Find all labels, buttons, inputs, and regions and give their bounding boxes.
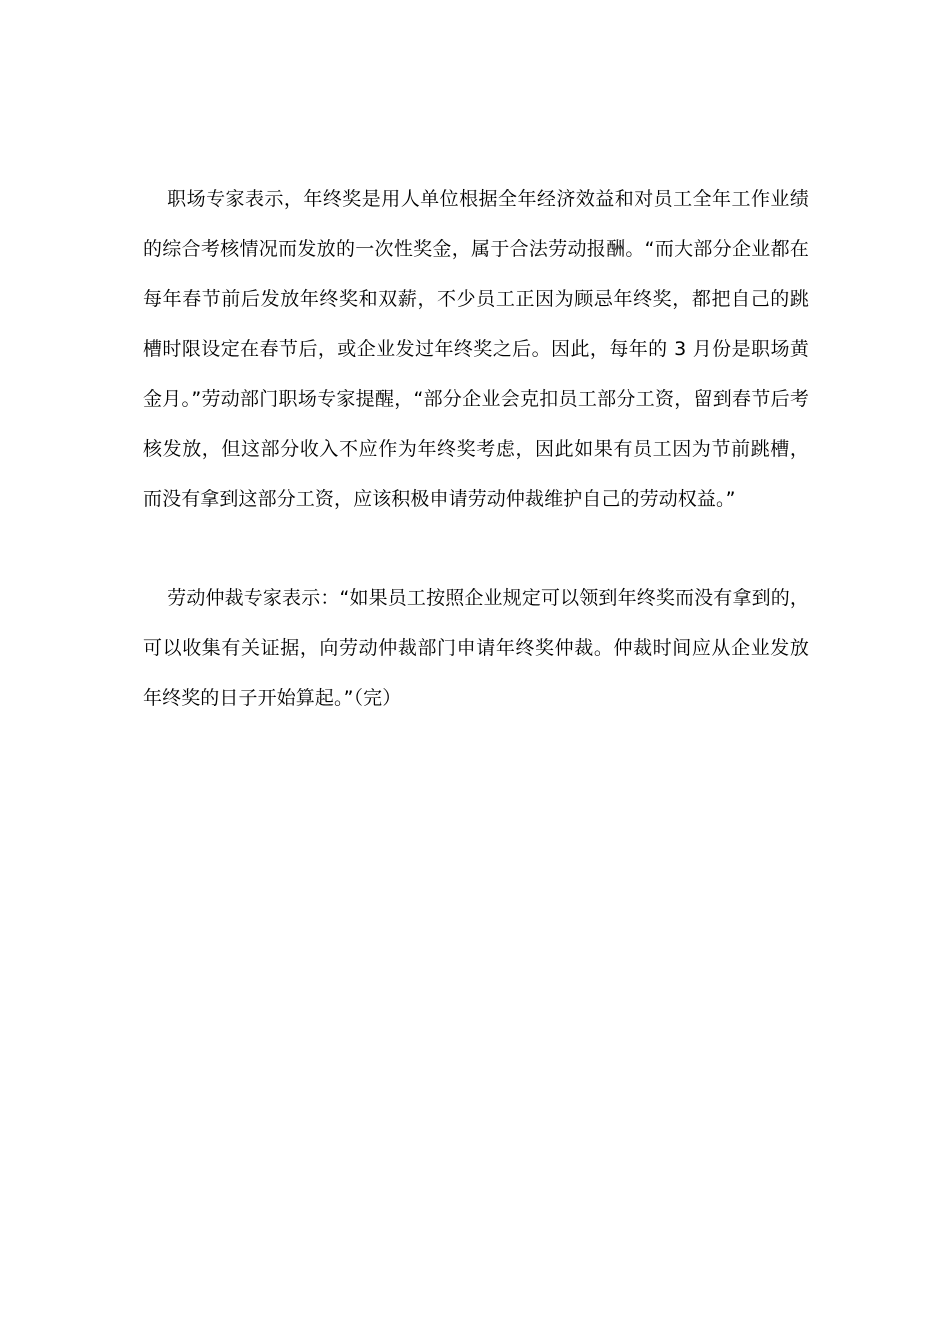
paragraph-1: 职场专家表示，年终奖是用人单位根据全年经济效益和对员工全年工作业绩的综合考核情况而发放的一次性奖金，属于合法劳动报酬。“而大部分企业都在每年春节前后发放年终奖和双薪，不少员工正因为顾忌年终奖，都把自己的跳槽时限设定在春节后，或企业发过年终奖之后。因此，每年的 3 月份是职场黄金月。”劳动部门职场专家提醒，“部分企业会克扣员工部分工资，留到春节后考核发放，但这部分收入不应作为年终奖考虑，因此如果有员工因为节前跳槽，而没有拿到这部分工资，应该积极申请劳动仲裁维护自己的劳动权益。” — [143, 188, 809, 510]
paragraph-2: 劳动仲裁专家表示：“如果员工按照企业规定可以领到年终奖而没有拿到的，可以收集有关证据，向劳动仲裁部门申请年终奖仲裁。仲裁时间应从企业发放年终奖的日子开始算起。”（完） — [143, 587, 809, 709]
